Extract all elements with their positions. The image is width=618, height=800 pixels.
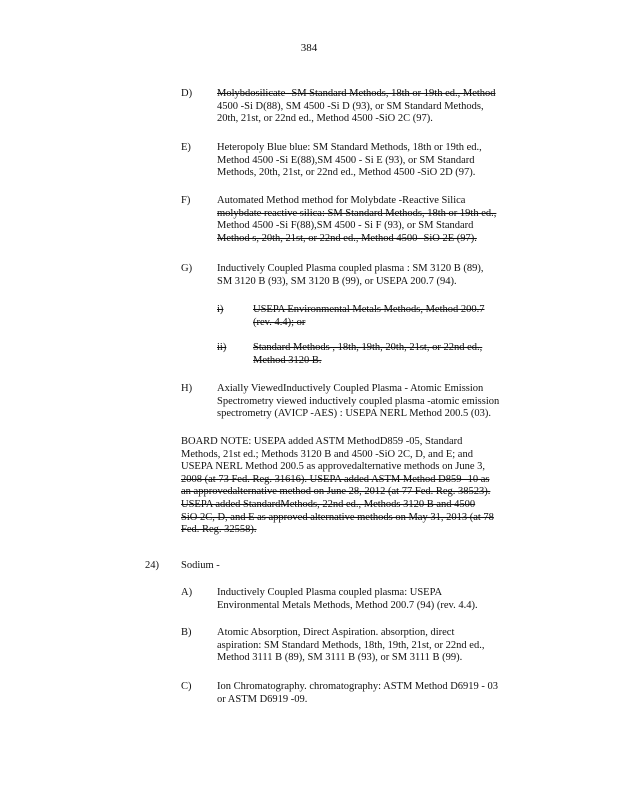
board-note [181,436,551,537]
text-line: Spectrometry viewed inductively coupled plasma -atomic emission [217,395,500,407]
item-label: G) [181,263,193,274]
item-label: F) [181,195,191,206]
section-label: 24) [145,560,159,571]
text-line: Method 3120 B. [253,354,322,366]
text-line: Axially ViewedInductively Coupled Plasma - Atomic Emission [217,383,484,394]
item-label: A) [181,587,193,598]
item-label: E) [181,142,191,153]
text-line: Inductively Coupled Plasma coupled plasma: USEPA [217,587,443,598]
text-line: SM 3120 B (93), SM 3120 B (99), or USEPA 200.7 (94). [217,275,457,287]
text-line: 2008 (at 73 Fed. Reg. 31616). USEPA added ASTM Method D859 -10 as [181,473,490,485]
item-text [217,142,547,180]
text-line: Heteropoly Blue blue: SM Standard Methods, 18th or 19th ed., [217,142,482,153]
text-line: Method 3111 B (89), SM 3111 B (93), or SM 3111 B (99). [217,652,463,664]
text-line: Ion Chromatography. chromatography: ASTM Method D6919 - 03 [217,681,499,692]
text-line: Methods, 20th, 21st, or 22nd ed., Method 4500 -SiO 2D (97). [217,167,476,179]
text-line: Methods, 21st ed.; Methods 3120 B and 4500 -SiO 2C, D, and E; and [181,448,473,460]
item-text [217,195,547,245]
text-line: Atomic Absorption, Direct Aspiration. absorption, direct [217,627,455,638]
text-line: Automated Method method for Molybdate -Reactive Silica [217,195,466,206]
page-number: 384 [300,42,318,54]
item-label: H) [181,383,193,394]
section-title: Sodium - [181,560,220,571]
item-text [217,587,547,612]
text-line: Method s, 20th, 21st, or 22nd ed., Method 4500 -SiO 2E (97). [217,232,477,244]
item-text [217,383,547,421]
item-text [217,88,547,126]
item-text [217,263,547,288]
text-line: Fed. Reg. 32558). [181,524,257,536]
item-text [253,342,548,367]
text-line: (rev. 4.4); or [253,316,306,328]
item-label: B) [181,627,192,638]
text-line: Molybdosilicate -SM Standard Methods, 18th or 19th ed., Method [217,88,496,99]
text-line: SiO 2C, D, and E as approved alternative methods on May 31, 2013 (at 78 [181,511,494,523]
text-line: or ASTM D6919 -09. [217,693,308,705]
text-line: 20th, 21st, or 22nd ed., Method 4500 -SiO 2C (97). [217,113,433,125]
text-line: 4500 -Si D(88), SM 4500 -Si D (93), or SM Standard Methods, [217,100,484,112]
text-line: Method 4500 -Si E(88),SM 4500 - Si E (93), or SM Standard [217,154,475,166]
item-label: ii) [217,342,227,353]
item-text [217,681,547,706]
item-label: D) [181,88,193,99]
text-line: spectrometry (AVICP -AES) : USEPA NERL Method 200.5 (03). [217,408,491,420]
text-line: an approvedalternative method on June 28, 2012 (at 77 Fed. Reg. 38523). [181,486,491,498]
text-line: molybdate reactive silica: SM Standard Methods, 18th or 19th ed., [217,207,497,219]
item-text [217,627,547,665]
item-text [253,304,548,329]
text-line: Environmental Metals Methods, Method 200.7 (94) (rev. 4.4). [217,599,478,611]
text-line: Method 4500 -Si F(88),SM 4500 - Si F (93), or SM Standard [217,220,474,232]
text-line: USEPA NERL Method 200.5 as approvedalternative methods on June 3, [181,461,485,473]
text-line: USEPA added StandardMethods, 22nd ed., Methods 3120 B and 4500 [181,498,476,510]
text-line: USEPA Environmental Metals Methods, Method 200.7 [253,304,485,315]
text-line: BOARD NOTE: USEPA added ASTM MethodD859 -05, Standard [181,436,463,447]
text-line: Standard Methods , 18th, 19th, 20th, 21st, or 22nd ed., [253,342,483,353]
text-line: Inductively Coupled Plasma coupled plasma : SM 3120 B (89), [217,263,484,274]
item-label: C) [181,681,192,692]
item-label: i) [217,304,224,315]
text-line: aspiration: SM Standard Methods, 18th, 19th, 21st, or 22nd ed., [217,639,485,651]
